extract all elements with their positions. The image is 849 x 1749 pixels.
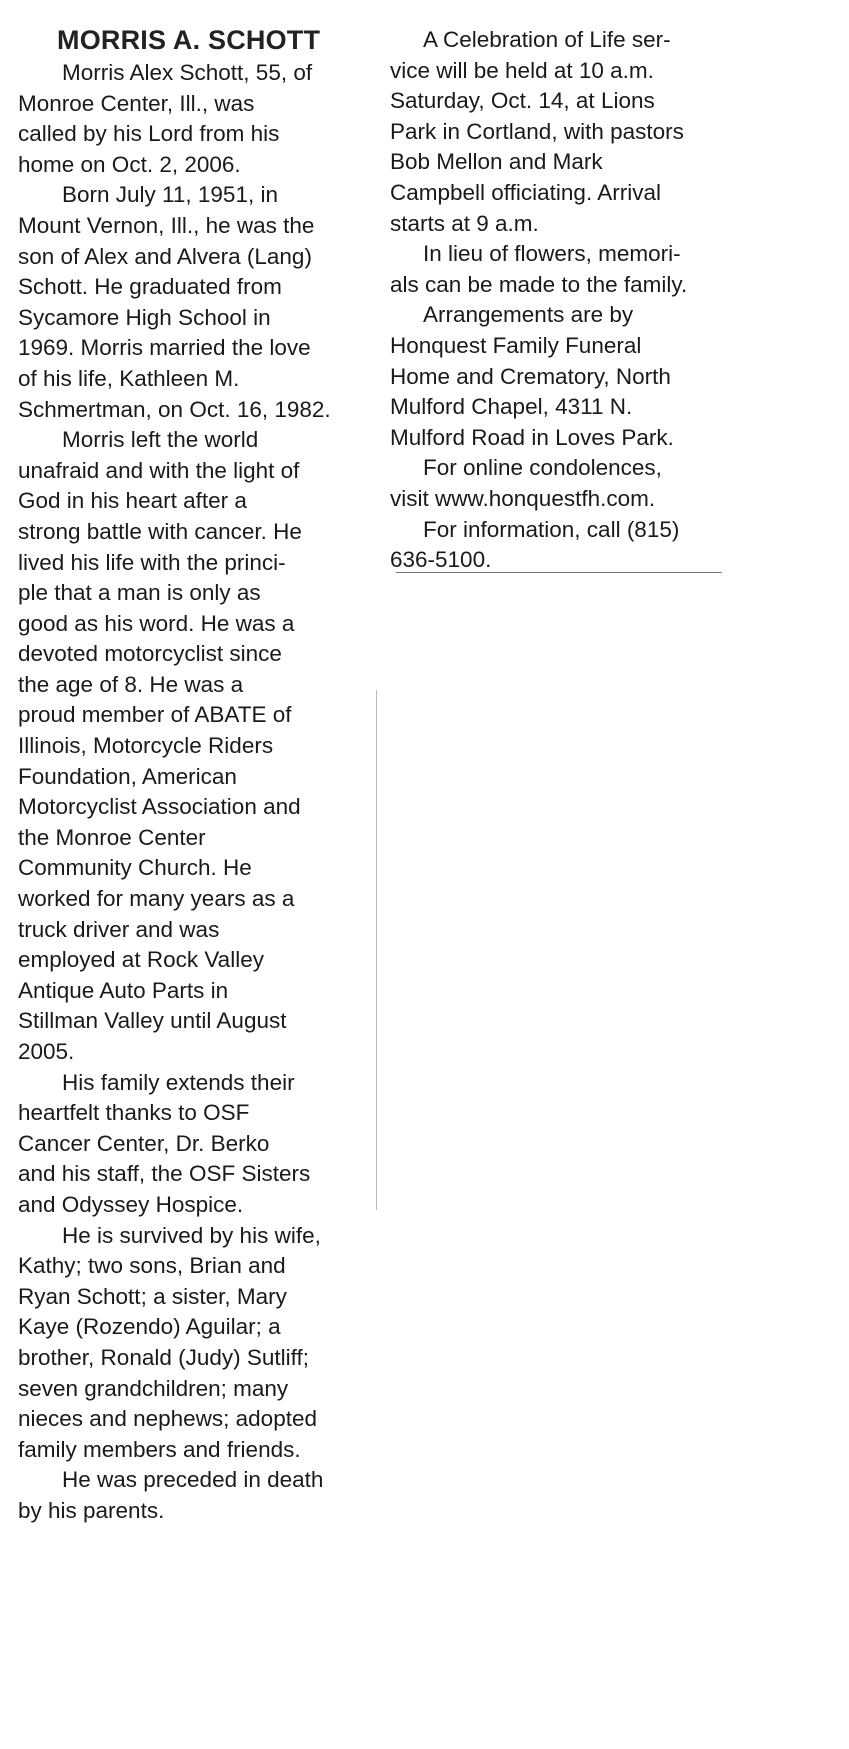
- text-line: strong battle with cancer. He: [18, 518, 302, 544]
- text-line: visit www.honquestfh.com.: [390, 485, 656, 511]
- text-line: good as his word. He was a: [18, 610, 295, 636]
- text-line: Honquest Family Funeral: [390, 332, 642, 358]
- text-line: Mulford Chapel, 4311 N.: [390, 394, 633, 420]
- text-line: God in his heart after a: [18, 488, 247, 514]
- text-line: unafraid and with the light of: [18, 457, 300, 483]
- paragraph: [18, 425, 363, 1067]
- text-line: proud member of ABATE of: [18, 702, 292, 728]
- text-line: Kaye (Rozendo) Aguilar; a: [18, 1314, 281, 1340]
- text-line: Mulford Road in Loves Park.: [390, 424, 674, 450]
- text-line: Cancer Center, Dr. Berko: [18, 1130, 270, 1156]
- text-line: He was preceded in death: [62, 1467, 324, 1493]
- text-line: Ryan Schott; a sister, Mary: [18, 1283, 287, 1309]
- text-line: 2005.: [18, 1039, 75, 1064]
- text-line: brother, Ronald (Judy) Sutliff;: [18, 1344, 309, 1370]
- text-line: home on Oct. 2, 2006.: [18, 151, 241, 177]
- paragraph: [18, 1465, 363, 1526]
- text-line: lived his life with the princi-: [18, 549, 286, 575]
- text-line: Saturday, Oct. 14, at Lions: [390, 88, 655, 114]
- text-line: called by his Lord from his: [18, 121, 280, 147]
- text-line: For information, call (815): [423, 516, 680, 542]
- end-divider: [396, 572, 722, 573]
- text-line: ple that a man is only as: [18, 580, 261, 606]
- paragraph: [18, 180, 363, 425]
- paragraph: [390, 453, 735, 514]
- text-line: heartfelt thanks to OSF: [18, 1100, 250, 1126]
- text-line: Bob Mellon and Mark: [390, 149, 603, 175]
- text-line: devoted motorcyclist since: [18, 641, 282, 667]
- text-line: and Odyssey Hospice.: [18, 1191, 244, 1217]
- text-line: Morris left the world: [62, 427, 259, 453]
- text-line: the Monroe Center: [18, 824, 206, 850]
- text-line: the age of 8. He was a: [18, 671, 244, 697]
- text-line: Illinois, Motorcycle Riders: [18, 733, 274, 759]
- text-line: 636-5100.: [390, 547, 492, 573]
- text-line: Campbell officiating. Arrival: [390, 179, 661, 205]
- text-line: worked for many years as a: [18, 886, 295, 912]
- text-line: family members and friends.: [18, 1436, 301, 1462]
- text-line: seven grandchildren; many: [18, 1375, 289, 1401]
- text-line: Antique Auto Parts in: [18, 977, 229, 1003]
- text-line: of his life, Kathleen M.: [18, 365, 240, 391]
- text-line: employed at Rock Valley: [18, 947, 264, 973]
- text-line: Stillman Valley until August: [18, 1008, 287, 1034]
- paragraph: [390, 25, 735, 239]
- text-line: Monroe Center, Ill., was: [18, 90, 255, 116]
- text-line: Morris Alex Schott, 55, of: [62, 60, 313, 85]
- text-line: Park in Cortland, with pastors: [390, 118, 684, 144]
- text-line: Motorcyclist Association and: [18, 794, 301, 820]
- text-line: Arrangements are by: [423, 302, 634, 328]
- text-line: Sycamore High School in: [18, 304, 271, 330]
- text-line: Schmertman, on Oct. 16, 1982.: [18, 396, 331, 422]
- right-column: [390, 25, 735, 576]
- text-line: Home and Crematory, North: [390, 363, 671, 389]
- text-line: Kathy; two sons, Brian and: [18, 1253, 286, 1279]
- text-line: Born July 11, 1951, in: [62, 182, 278, 208]
- paragraph: [18, 1221, 363, 1466]
- text-line: nieces and nephews; adopted: [18, 1406, 317, 1432]
- text-line: Community Church. He: [18, 855, 252, 881]
- text-line: He is survived by his wife,: [62, 1222, 321, 1248]
- text-line: vice will be held at 10 a.m.: [390, 57, 654, 83]
- obituary-title: MORRIS A. SCHOTT: [57, 25, 321, 55]
- text-line: and his staff, the OSF Sisters: [18, 1161, 311, 1187]
- text-line: Foundation, American: [18, 763, 237, 789]
- paragraph: [390, 300, 735, 453]
- text-line: by his parents.: [18, 1497, 165, 1523]
- text-line: als can be made to the family.: [390, 271, 688, 297]
- text-line: A Celebration of Life ser-: [423, 27, 671, 52]
- text-line: Schott. He graduated from: [18, 274, 282, 300]
- text-line: starts at 9 a.m.: [390, 210, 539, 236]
- paragraph: [18, 58, 363, 180]
- text-line: In lieu of flowers, memori-: [423, 241, 681, 267]
- paragraph: [390, 239, 735, 300]
- paragraph: [18, 1068, 363, 1221]
- text-line: For online condolences,: [423, 455, 662, 481]
- text-line: truck driver and was: [18, 916, 220, 942]
- column-divider: [376, 690, 377, 1210]
- text-line: His family extends their: [62, 1069, 295, 1095]
- text-line: son of Alex and Alvera (Lang): [18, 243, 312, 269]
- left-column: [18, 58, 363, 1527]
- text-line: 1969. Morris married the love: [18, 335, 311, 361]
- paragraph: [390, 515, 735, 576]
- text-line: Mount Vernon, Ill., he was the: [18, 212, 315, 238]
